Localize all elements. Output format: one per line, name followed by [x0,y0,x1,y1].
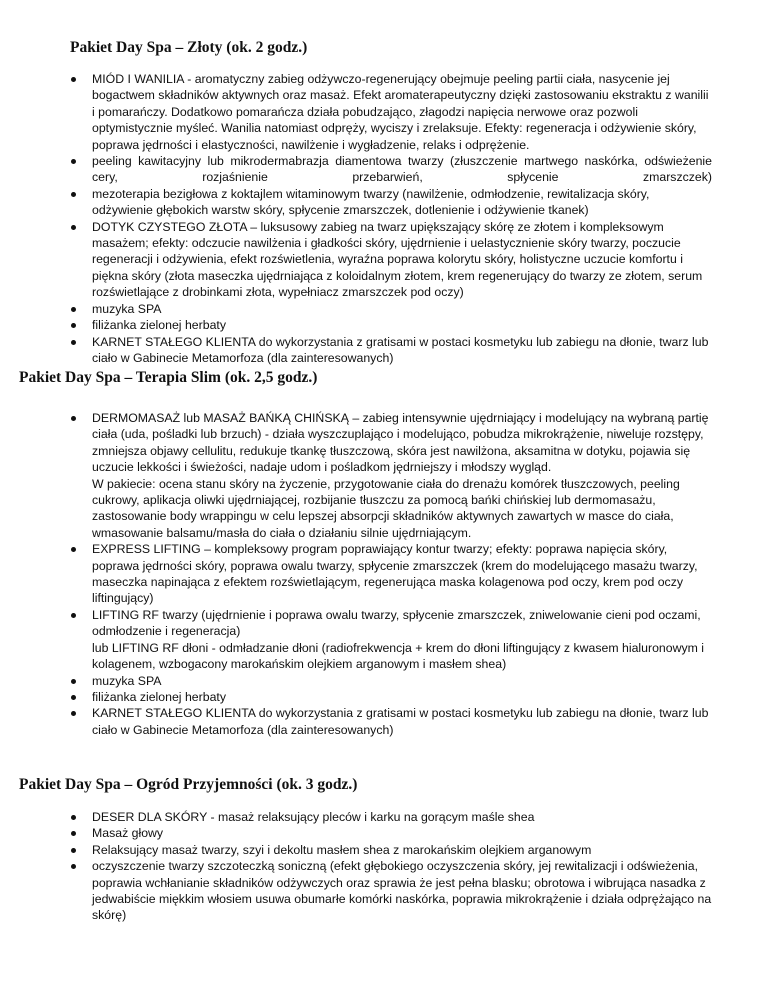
bullet-icon [71,815,76,820]
bullet-icon [71,225,76,230]
list-item: peeling kawitacyjny lub mikrodermabrazja diamentowa twarzy (złuszczenie martwego naskórka, odświeżenie cery, rozjaśnienie przebarwień, spłycenie zmarszczek) [92,153,712,186]
list-item: mezoterapia bezigłowa z koktajlem witaminowym twarzy (nawilżenie, odmłodzenie, rewitalizacja skóry, odżywienie głębokich warstw skóry, spłycenie zmarszczek, dotlenienie i odżywienie tkanek) [92,186,712,219]
list-item: Relaksujący masaż twarzy, szyi i dekoltu masłem shea z marokańskim olejkiem arganowym [92,842,712,858]
list-item: filiżanka zielonej herbaty [92,317,712,333]
bullet-icon [71,340,76,345]
list-item: KARNET STAŁEGO KLIENTA do wykorzystania z gratisami w postaci kosmetyku lub zabiegu na dłonie, twarz lub ciało w Gabinecie Metamorfoza (dla zainteresowanych) [92,705,712,738]
section-list-zloty [92,71,712,366]
list-item: Masaż głowy [92,825,712,841]
list-item: muzyka SPA [92,673,712,689]
bullet-icon [71,864,76,869]
list-item: oczyszczenie twarzy szczoteczką soniczną (efekt głębokiego oczyszczenia skóry, jej rewitalizacji i odświeżenia, poprawia wchłanianie składników odżywczych oraz sprawia że jest pełna blasku; obrotowa i wibrująca nasadka z jedwabiście miękkim włosiem usuwa obumarłe komórki naskórka, poprawia mikrokrążenie i działa odprężająco na skórę) [92,858,712,924]
bullet-icon [71,307,76,312]
section-list-terapia-slim [92,410,712,738]
bullet-icon [71,416,76,421]
section-title-ogrod-przyjemnosci: Pakiet Day Spa – Ogród Przyjemności (ok. 3 godz.) [19,776,358,793]
section-title-terapia-slim: Pakiet Day Spa – Terapia Slim (ok. 2,5 godz.) [19,369,318,386]
bullet-icon [71,831,76,836]
list-item: DERMOMASAŻ lub MASAŻ BAŃKĄ CHIŃSKĄ – zabieg intensywnie ujędrniający i modelujący na wybraną partię ciała (uda, pośladki lub brzuch) - działa wyszczuplająco i modelująco, pobudza mikrokrążenie, niweluje rozstępy, zmniejsza objawy cellulitu, redukuje tkankę tłuszczową, skóra jest nawilżona, aksamitna w dotyku, pojawia się uczucie lekkości i świeżości, nadaje udom i pośladkom jędrniejszy i młodszy wygląd. W pakiecie: ocena stanu skóry na życzenie, przygotowanie ciała do drenażu komórek tłuszczowych, peeling cukrowy, aplikacja oliwki ujędrniającej, rozbijanie tłuszczu za pomocą bańki chińskiej lub dermomasażu, zastosowanie body wrappingu w celu lepszej absorpcji składników aktywnych zawartych w masce do ciała, wmasowanie balsamu/masła do ciała o działaniu silnie ujędrniającym. [92,410,712,541]
list-item: filiżanka zielonej herbaty [92,689,712,705]
bullet-icon [71,679,76,684]
list-item: EXPRESS LIFTING – kompleksowy program poprawiający kontur twarzy; efekty: poprawa napięcia skóry, poprawa jędrności skóry, poprawa owalu twarzy, spłycenie zmarszczek (krem do modelującego masażu twarzy, maseczka napinająca z efektem rozświetlającym, regenerująca maska kolagenowa pod oczy, krem pod oczy liftingujący) [92,541,712,607]
list-item: LIFTING RF twarzy (ujędrnienie i poprawa owalu twarzy, spłycenie zmarszczek, zniwelowanie cieni pod oczami, odmłodzenie i regeneracja) lub LIFTING RF dłoni - odmładzanie dłoni (radiofrekwencja + krem do dłoni liftingujący z kwasem hialuronowym i kolagenem, wzbogacony marokańskim olejkiem arganowym i masłem shea) [92,607,712,673]
list-item: muzyka SPA [92,301,712,317]
list-item: DOTYK CZYSTEGO ZŁOTA – luksusowy zabieg na twarz upiększający skórę ze złotem i kompleksowym masażem; efekty: odczucie nawilżenia i gładkości skóry, ujędrnienie i uelastycznienie skóry twarzy, poczucie regeneracji i odżywienia, efekt rozświetlenia, wyraźna poprawa kolorytu skóry, holistyczne uczucie komfortu i piękna skóry (złota maseczka ujędrniająca z koloidalnym złotem, krem regenerujący do twarzy ze złotem, serum rozświetlające z drobinkami złota, wypełniacz zmarszczek pod oczy) [92,219,712,301]
bullet-icon [71,192,76,197]
bullet-icon [71,547,76,552]
bullet-icon [71,695,76,700]
list-item: MIÓD I WANILIA - aromatyczny zabieg odżywczo-regenerujący obejmuje peeling partii ciała, nasycenie jej bogactwem składników aktywnych oraz masaż. Efekt aromaterapeutyczny dzięki zastosowaniu ekstraktu z wanilii i pomarańczy. Dodatkowo pomarańcza działa pobudzająco, złagodzi napięcia nerwowe oraz pozwoli optymistycznie myśleć. Wanilia natomiast odpręży, wyciszy i zrelaksuje. Efekty: regeneracja i odżywienie skóry, poprawa jędrności i elastyczności, nawilżenie i wygładzenie, relaks i odprężenie. [92,71,712,153]
list-item: DESER DLA SKÓRY - masaż relaksujący pleców i karku na gorącym maśle shea [92,809,712,825]
section-list-ogrod-przyjemnosci [92,809,712,924]
list-item: KARNET STAŁEGO KLIENTA do wykorzystania z gratisami w postaci kosmetyku lub zabiegu na dłonie, twarz lub ciało w Gabinecie Metamorfoza (dla zainteresowanych) [92,334,712,367]
bullet-icon [71,159,76,164]
section-title-zloty: Pakiet Day Spa – Złoty (ok. 2 godz.) [70,39,308,56]
bullet-icon [71,323,76,328]
bullet-icon [71,711,76,716]
bullet-icon [71,613,76,618]
bullet-icon [71,77,76,82]
bullet-icon [71,848,76,853]
